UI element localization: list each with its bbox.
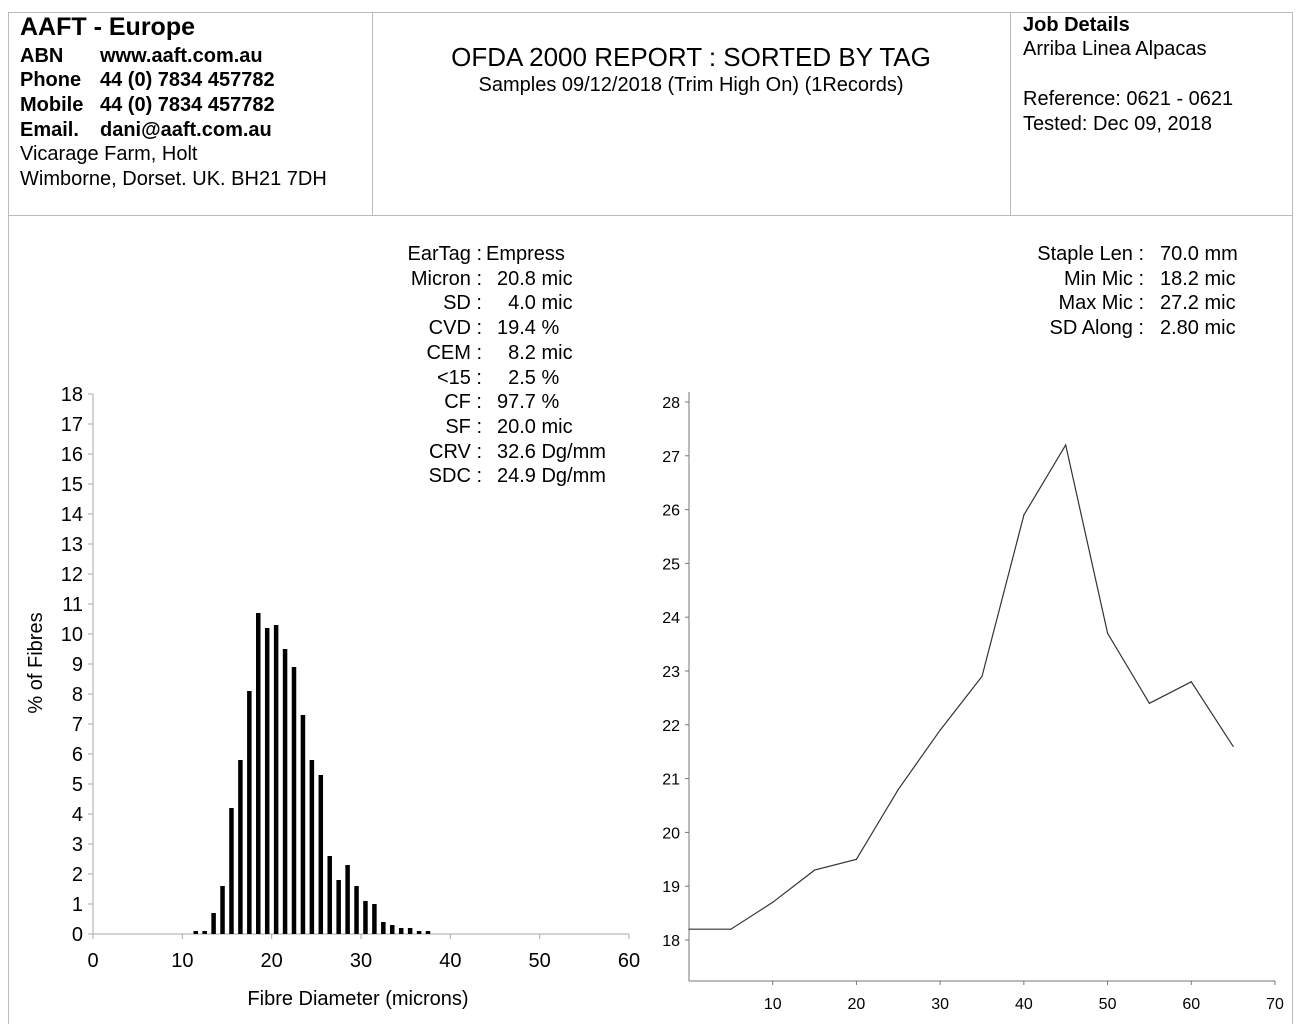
job-tested: Tested: Dec 09, 2018 <box>1023 113 1213 135</box>
stat-label: CEM : <box>426 342 482 364</box>
x-tick-label: 20 <box>260 950 283 972</box>
stat-label: CF : <box>444 391 482 413</box>
y-tick-label: 25 <box>662 556 680 574</box>
y-tick-label: 3 <box>71 834 83 856</box>
stat-label: SDC : <box>428 465 482 487</box>
histogram-bar <box>193 931 198 934</box>
x-tick-label: 70 <box>1266 996 1284 1013</box>
y-tick-label: 10 <box>60 624 83 646</box>
x-axis-label: Fibre Diameter (microns) <box>247 988 469 1010</box>
stat-label: Staple Len : <box>1037 243 1144 265</box>
y-tick-label: 18 <box>662 933 680 950</box>
y-tick-label: 21 <box>662 771 680 789</box>
histogram-bar <box>238 760 243 934</box>
report-subtitle: Samples 09/12/2018 (Trim High On) (1Records) <box>478 74 904 96</box>
stat-label: Max Mic : <box>1058 292 1144 314</box>
histogram-bar <box>363 901 368 934</box>
histogram-bar <box>274 625 279 934</box>
stat-value: 19.4 % <box>497 317 560 339</box>
histogram-bar <box>292 667 297 934</box>
x-tick-label: 30 <box>931 996 950 1013</box>
histogram-bar <box>417 931 422 934</box>
histogram-bar <box>256 613 261 934</box>
histogram-bar <box>265 628 270 934</box>
stat-value: 18.2 mic <box>1160 268 1236 290</box>
y-tick-label: 12 <box>60 564 83 586</box>
histogram-bar <box>327 856 332 934</box>
stat-label: <15 : <box>436 367 482 389</box>
histogram-bar <box>372 904 377 934</box>
company-row-value: 44 (0) 7834 457782 <box>100 94 275 116</box>
y-tick-label: 13 <box>60 534 83 556</box>
stat-value: 20.0 mic <box>497 416 573 438</box>
x-tick-label: 10 <box>171 950 194 972</box>
histogram-bar <box>381 922 386 934</box>
histogram-bar <box>345 865 350 934</box>
histogram-bar <box>399 928 404 934</box>
stat-value: 20.8 mic <box>497 268 573 290</box>
y-tick-label: 5 <box>71 774 83 796</box>
histogram-bar <box>283 649 288 934</box>
y-tick-label: 0 <box>71 924 83 946</box>
company-row-key: ABN <box>20 45 64 67</box>
stat-value: Empress <box>486 243 565 265</box>
company-name: AAFT - Europe <box>20 13 195 41</box>
stat-label: SD : <box>443 292 482 314</box>
x-tick-label: 60 <box>617 950 641 972</box>
y-tick-label: 9 <box>71 654 83 676</box>
histogram-bar <box>229 808 234 934</box>
x-tick-label: 40 <box>439 950 462 972</box>
company-row-key: Email. <box>20 119 79 141</box>
y-tick-label: 16 <box>60 444 83 466</box>
job-details-heading: Job Details <box>1023 14 1130 36</box>
x-tick-label: 50 <box>528 950 551 972</box>
histogram-bar <box>426 931 431 934</box>
company-row-value: 44 (0) 7834 457782 <box>100 69 275 91</box>
stat-value: 32.6 Dg/mm <box>497 441 606 463</box>
stat-label: SD Along : <box>1049 317 1144 339</box>
y-tick-label: 15 <box>60 474 83 496</box>
x-tick-label: 60 <box>1182 996 1201 1013</box>
stat-value: 27.2 mic <box>1160 292 1236 314</box>
histogram-bar <box>310 760 315 934</box>
y-tick-label: 8 <box>71 684 83 706</box>
y-tick-label: 27 <box>662 448 680 466</box>
report-title: OFDA 2000 REPORT : SORTED BY TAG <box>451 42 931 72</box>
y-tick-label: 26 <box>662 502 680 520</box>
company-row-value: www.aaft.com.au <box>100 45 263 67</box>
y-tick-label: 4 <box>71 804 83 826</box>
y-tick-label: 22 <box>662 717 680 735</box>
histogram-bar <box>202 931 207 934</box>
x-tick-label: 40 <box>1014 996 1033 1013</box>
stat-value: 8.2 mic <box>497 342 573 364</box>
y-tick-label: 7 <box>71 714 83 736</box>
stat-value: 24.9 Dg/mm <box>497 465 606 487</box>
x-tick-label: 50 <box>1098 996 1117 1013</box>
stat-value: 2.5 % <box>497 367 560 389</box>
x-tick-label: 10 <box>763 996 782 1013</box>
y-tick-label: 28 <box>662 395 680 412</box>
job-client: Arriba Linea Alpacas <box>1023 38 1207 60</box>
y-axis-label: % of Fibres <box>25 612 47 714</box>
x-tick-label: 30 <box>349 950 373 972</box>
company-row-key: Mobile <box>20 94 84 116</box>
stat-label: Min Mic : <box>1064 268 1144 290</box>
y-tick-label: 18 <box>60 384 83 406</box>
y-tick-label: 14 <box>60 504 83 526</box>
stat-label: CRV : <box>429 441 482 463</box>
histogram-bar <box>408 928 413 934</box>
histogram-bar <box>211 913 216 934</box>
stat-value: 97.7 % <box>497 391 560 413</box>
histogram-bar <box>319 775 324 934</box>
y-tick-label: 11 <box>62 594 83 616</box>
stat-label: CVD : <box>428 317 482 339</box>
histogram-bar <box>390 925 395 934</box>
y-tick-label: 2 <box>71 864 83 886</box>
job-reference: Reference: 0621 - 0621 <box>1023 88 1234 110</box>
company-row-value: dani@aaft.com.au <box>100 119 272 141</box>
histogram-bar <box>220 886 225 934</box>
histogram-bar <box>336 880 341 934</box>
y-tick-label: 24 <box>662 610 680 628</box>
y-tick-label: 17 <box>60 414 83 436</box>
y-tick-label: 23 <box>662 664 680 681</box>
stat-label: SF : <box>445 416 482 438</box>
x-tick-label: 0 <box>87 950 99 972</box>
stat-value: 2.80 mic <box>1160 317 1236 339</box>
y-tick-label: 19 <box>662 879 680 897</box>
y-tick-label: 20 <box>662 825 680 843</box>
x-tick-label: 20 <box>847 996 866 1013</box>
company-address-line2: Wimborne, Dorset. UK. BH21 7DH <box>20 168 327 190</box>
y-tick-label: 6 <box>71 744 83 766</box>
histogram-bar <box>301 715 306 934</box>
histogram-bar <box>354 886 359 934</box>
stat-value: 70.0 mm <box>1160 243 1238 265</box>
y-tick-label: 1 <box>71 894 83 916</box>
stat-value: 4.0 mic <box>497 292 573 314</box>
stat-label: EarTag : <box>407 243 482 265</box>
histogram-bar <box>247 691 252 934</box>
stat-label: Micron : <box>410 268 482 290</box>
company-address-line1: Vicarage Farm, Holt <box>20 143 198 165</box>
company-row-key: Phone <box>20 69 82 91</box>
